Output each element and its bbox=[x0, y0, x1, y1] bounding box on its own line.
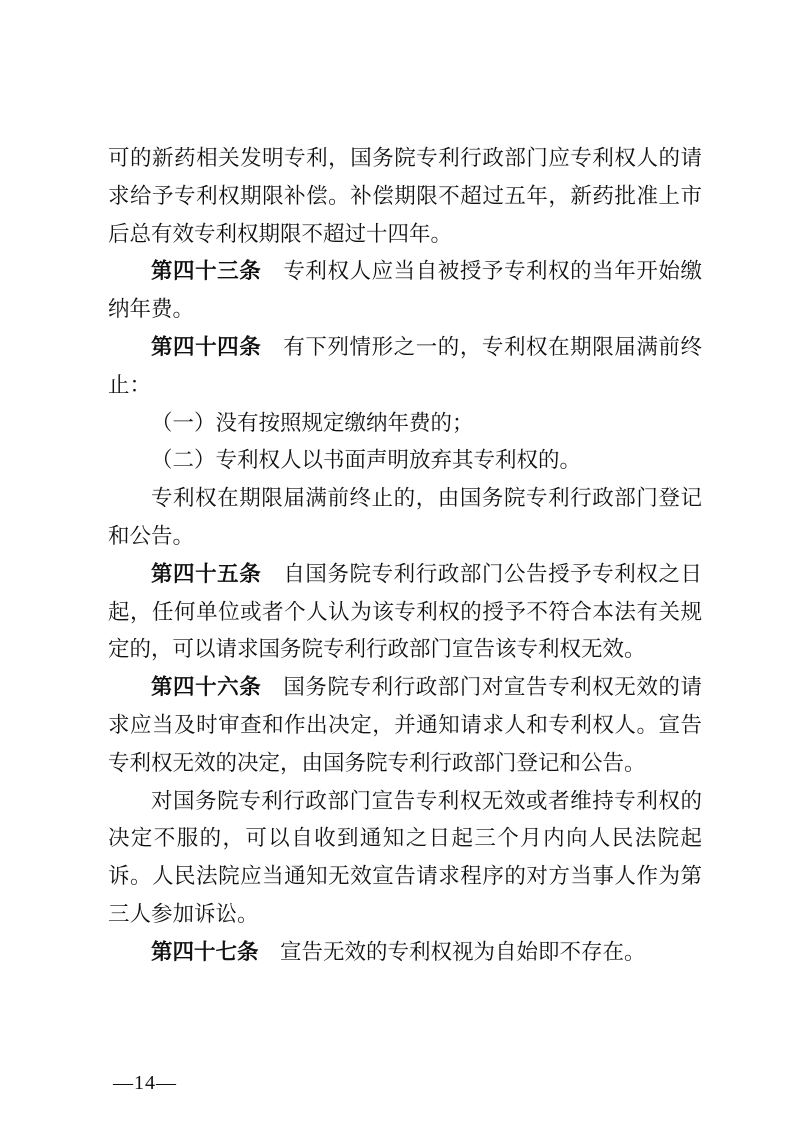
article-46 bbox=[108, 669, 702, 782]
article-number: 第四十五条 bbox=[151, 561, 262, 587]
paragraph-text: 对国务院专利行政部门宣告专利权无效或者维持专利权的决定不服的，可以自收到通知之日起三个月内向人民法院起诉。人民法院应当通知无效宣告请求程序的对方当事人作为第三人参加诉讼。 bbox=[108, 788, 702, 927]
page-number: —14— bbox=[113, 1072, 177, 1094]
paragraph-text: 专利权人应当自被授予专利权的当年开始缴纳年费。 bbox=[108, 259, 702, 323]
paragraph-text: （一）没有按照规定缴纳年费的； bbox=[151, 410, 474, 436]
paragraph-text: 可的新药相关发明专利，国务院专利行政部门应专利权人的请求给予专利权期限补偿。补偿期限不超过五年，新药批准上市后总有效专利权期限不超过十四年。 bbox=[108, 146, 702, 247]
article-44 bbox=[108, 329, 702, 405]
list-item-1 bbox=[108, 405, 702, 443]
article-43 bbox=[108, 253, 702, 329]
article-number: 第四十四条 bbox=[151, 334, 262, 360]
article-number: 第四十三条 bbox=[151, 259, 262, 285]
document-body bbox=[108, 140, 702, 972]
article-47 bbox=[108, 934, 702, 972]
paragraph-text: 宣告无效的专利权视为自始即不存在。 bbox=[280, 939, 646, 965]
list-item-2 bbox=[108, 442, 702, 480]
paragraph-9 bbox=[108, 783, 702, 934]
paragraph-6 bbox=[108, 480, 702, 556]
paragraph-1 bbox=[108, 140, 702, 253]
paragraph-text: 有下列情形之一的，专利权在期限届满前终止： bbox=[108, 334, 702, 398]
article-number: 第四十六条 bbox=[151, 675, 262, 701]
paragraph-text: （二）专利权人以书面声明放弃其专利权的。 bbox=[151, 448, 582, 474]
paragraph-text: 国务院专利行政部门对宣告专利权无效的请求应当及时审查和作出决定，并通知请求人和专利权人。宣告专利权无效的决定，由国务院专利行政部门登记和公告。 bbox=[108, 675, 702, 776]
article-number: 第四十七条 bbox=[151, 939, 259, 965]
paragraph-text: 专利权在期限届满前终止的，由国务院专利行政部门登记和公告。 bbox=[108, 486, 702, 549]
paragraph-text: 自国务院专利行政部门公告授予专利权之日起，任何单位或者个人认为该专利权的授予不符合本法有关规定的，可以请求国务院专利行政部门宣告该专利权无效。 bbox=[108, 561, 702, 663]
article-45 bbox=[108, 556, 702, 669]
